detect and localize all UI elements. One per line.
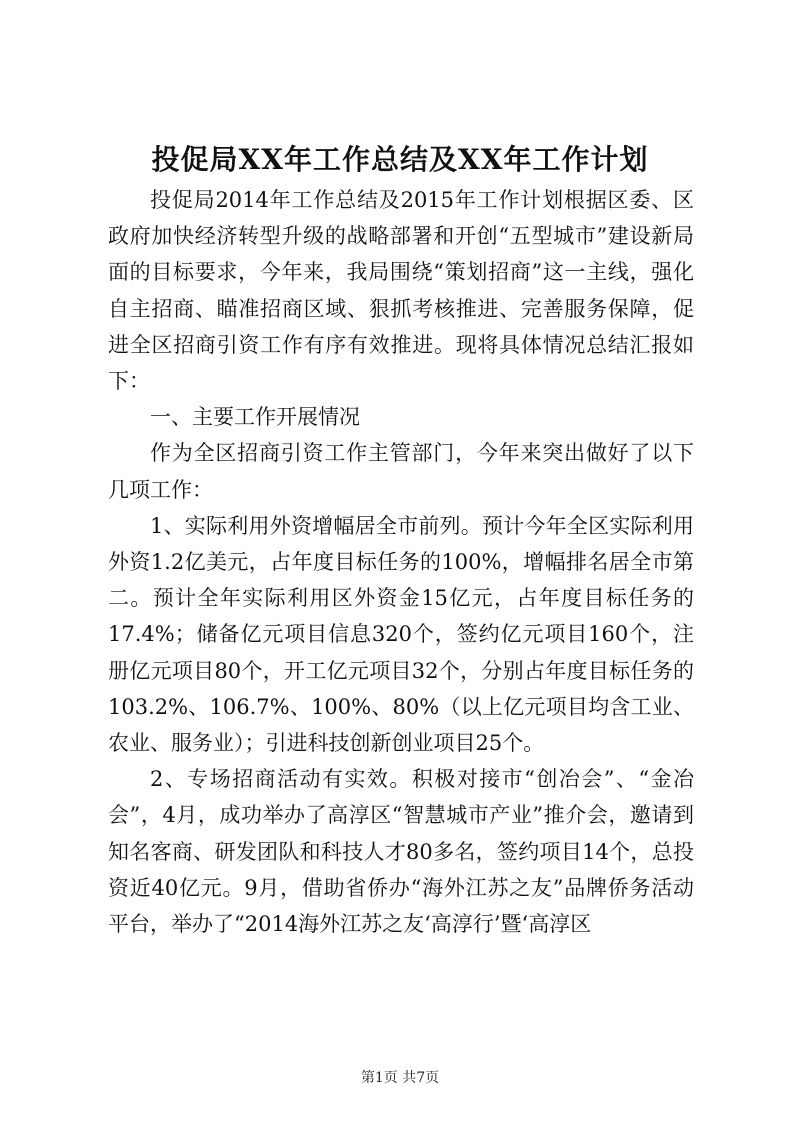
document-title: 投促局XX年工作总结及XX年工作计划 — [151, 143, 649, 176]
paragraph-item-1: 1、实际利用外资增幅居全市前列。预计今年全区实际利用外资1.2亿美元，占年度目标任务的100%，增幅排名居全市第二。预计全年实际利用区外资金15亿元，占年度目标任务的17.4%；储备亿元项目信息320个，签约亿元项目160个，注册亿元项目80个，开工亿元项目32个，分别占年度目标任务的103.2%、106.7%、100%、80%（以上亿元项目均含工业、农业、服务业）；引进科技创新创业项目25个。 — [108, 513, 694, 756]
paragraph-item-2: 2、专场招商活动有实效。积极对接市“创冶会”、“金冶会”，4月，成功举办了高淳区“智慧城市产业”推介会，邀请到知名客商、研发团队和科技人才80多名，签约项目14个，总投资近40亿元。9月，借助省侨办“海外江苏之友”品牌侨务活动平台，举办了“2014海外江苏之友‘高淳行’暨‘高淳区 — [108, 767, 694, 937]
document-body — [108, 182, 694, 942]
page-number-footer: 第1页 共7页 — [360, 1070, 440, 1086]
paragraph-intro: 投促局2014年工作总结及2015年工作计划根据区委、区政府加快经济转型升级的战略部署和开创“五型城市”建设新局面的目标要求，今年来，我局围绕“策划招商”这一主线，强化自主招商、瞄准招商区域、狠抓考核推进、完善服务保障，促进全区招商引资工作有序有效推进。现将具体情况总结汇报如下： — [108, 188, 694, 394]
paragraph-overview: 作为全区招商引资工作主管部门，今年来突出做好了以下几项工作： — [108, 441, 694, 502]
section-heading-main-work: 一、主要工作开展情况 — [150, 405, 360, 430]
